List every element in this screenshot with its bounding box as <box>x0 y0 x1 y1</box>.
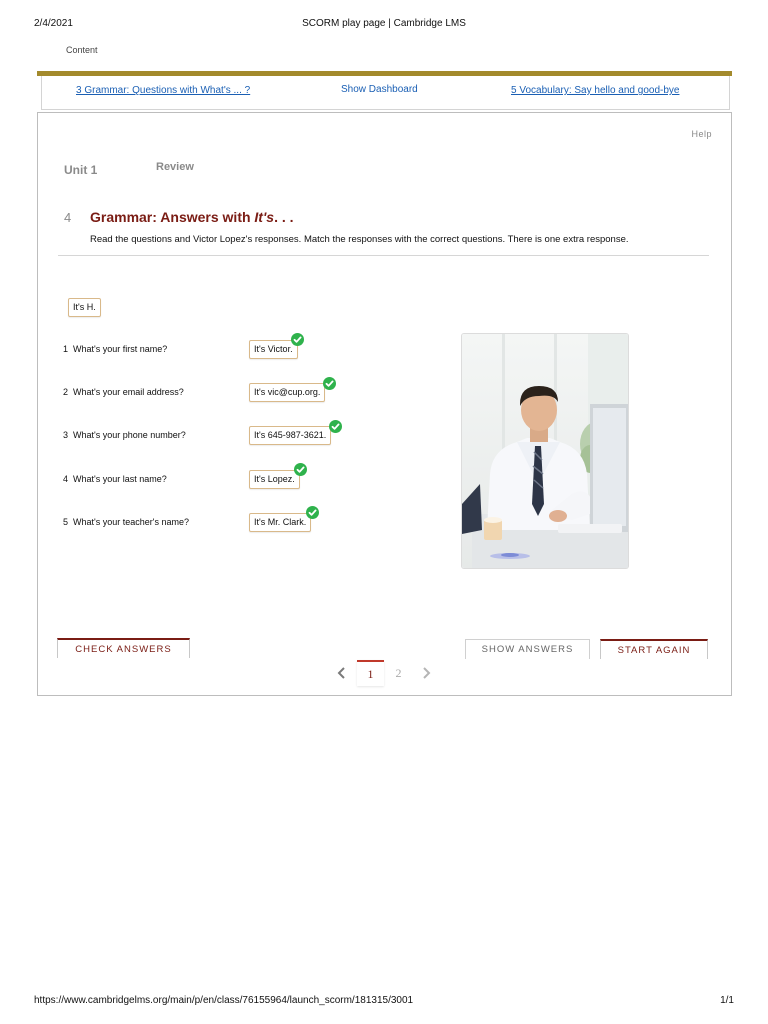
exercise-title-italic: It's <box>254 209 275 225</box>
question-4 <box>63 474 167 484</box>
question-number: 3 <box>63 430 69 440</box>
print-page-title: SCORM play page | Cambridge LMS <box>302 18 466 29</box>
page-2-button[interactable]: 2 <box>395 666 402 680</box>
question-text: What's your phone number? <box>73 430 186 440</box>
question-number: 1 <box>63 344 69 354</box>
review-label: Review <box>156 161 194 173</box>
chevron-left-icon[interactable] <box>333 664 351 682</box>
exercise-title-suffix: . . . <box>274 209 294 225</box>
question-3 <box>63 430 186 440</box>
correct-check-icon <box>329 420 342 433</box>
man-at-computer-photo <box>461 333 629 569</box>
previous-activity-link[interactable]: 3 Grammar: Questions with What's ... ? <box>76 85 251 96</box>
help-link[interactable]: Help <box>691 129 712 139</box>
question-number: 4 <box>63 474 69 484</box>
start-again-button[interactable]: START AGAIN <box>600 639 708 659</box>
print-footer-url: https://www.cambridgelms.org/main/p/en/class/76155964/launch_scorm/181315/3001 <box>34 995 414 1006</box>
activity-nav-bar <box>41 76 730 110</box>
check-answers-button[interactable]: CHECK ANSWERS <box>57 638 190 658</box>
answer-chip-1[interactable]: It's Victor. <box>249 340 298 359</box>
exercise-title-prefix: Grammar: Answers with <box>90 209 255 225</box>
exercise-title <box>90 209 294 225</box>
instructions: Read the questions and Victor Lopez's responses. Match the responses with the correct questions. There is one extra response. <box>90 234 629 245</box>
question-text: What's your email address? <box>73 387 184 397</box>
page-1-button[interactable]: 1 <box>357 660 384 686</box>
content-label: Content <box>66 45 98 55</box>
question-number: 5 <box>63 517 69 527</box>
extra-response-chip[interactable]: It's H. <box>68 298 101 317</box>
divider <box>58 255 709 256</box>
print-date: 2/4/2021 <box>34 18 73 29</box>
question-2 <box>63 387 184 397</box>
exercise-number: 4 <box>64 210 72 225</box>
question-5 <box>63 517 189 527</box>
activity-panel <box>37 112 732 696</box>
correct-check-icon <box>294 463 307 476</box>
pagination <box>333 660 435 686</box>
question-1 <box>63 344 167 354</box>
question-text: What's your last name? <box>73 474 167 484</box>
question-text: What's your teacher's name? <box>73 517 190 527</box>
correct-check-icon <box>323 377 336 390</box>
question-number: 2 <box>63 387 69 397</box>
show-dashboard-link[interactable]: Show Dashboard <box>341 84 418 95</box>
show-answers-button[interactable]: SHOW ANSWERS <box>465 639 590 659</box>
answer-chip-5[interactable]: It's Mr. Clark. <box>249 513 311 532</box>
correct-check-icon <box>291 333 304 346</box>
unit-label: Unit 1 <box>64 163 98 177</box>
chevron-right-icon[interactable] <box>417 664 435 682</box>
next-activity-link[interactable]: 5 Vocabulary: Say hello and good-bye <box>511 85 680 96</box>
answer-chip-3[interactable]: It's 645-987-3621. <box>249 426 331 445</box>
question-text: What's your first name? <box>73 344 168 354</box>
print-footer-page: 1/1 <box>720 995 734 1006</box>
correct-check-icon <box>306 506 319 519</box>
answer-chip-4[interactable]: It's Lopez. <box>249 470 300 489</box>
answer-chip-2[interactable]: It's vic@cup.org. <box>249 383 325 402</box>
